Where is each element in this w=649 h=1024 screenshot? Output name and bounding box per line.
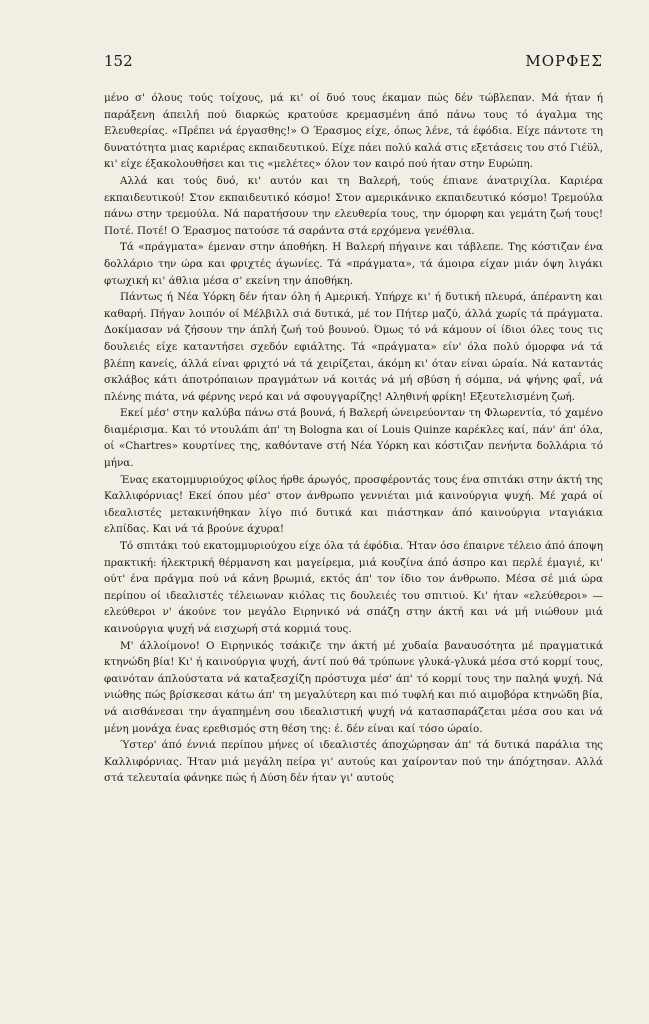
paragraph: Ένας εκατομμυριούχος φίλος ήρθε άρωγός, προσφέροντάς τους ένα σπιτάκι στην άκτή της Καλλιφόρνιας! Εκεί όπου μέσ' στον άνθρωπο γεννιέται μιά καινούργια ψυχή. Μέ χαρά οί ιδεαλιστές μετακινήθηκαν λίγο πιό δυτικά και πιάστηκαν άπό καινούργια νταγιάκια ελπίδας. Και νά τά βρούνε άχυρα! xyxy=(104,473,603,536)
body-text xyxy=(104,90,603,787)
paragraph: Τό σπιτάκι τού εκατομμυριούχου είχε όλα τά έφόδια. Ήταν όσο έπαιρνε τέλειο άπό άποψη πρακτική: ήλεκτρική θέρμανση και μαγείρεμα, μιά κουζίνα άπό άσπρο και περλέ έμαγιέ, κι' ούτ' ένα πράγμα πού νά κάνη βρωμιά, εκτός άπ' τον ίδιο τον άνθρωπο. Μέσα σέ μιά ώρα περίπου οί ιδεαλιστές τέλειωναν κιόλας τις δουλειές του σπιτιού. Κι' ήταν «ελεύθεροι» — ελεύθεροι ν' άκούνε τον μεγάλο Ειρηνικό νά σπάζη στην άκτή και νά μή νιώθουν μιά καινούργια ψυχή νά εισχωρή στά κορμιά τους. xyxy=(104,540,603,635)
paragraph: Εκεί μέσ' στην καλύβα πάνω στά βουνά, ή Βαλερή ώνειρεύονταν τη Φλωρεντία, τό χαμένο διαμέρισμα. Και τό ντουλάπι άπ' τη Bologna και οί Louis Quinze καρέκλες καί, πάν' άπ' όλα, οί «Chartres» κουρτίνες της, καθόνταve στή Νέα Υόρκη και κόστιζαν πενήντα δολλάρια τό μήνα. xyxy=(104,407,603,470)
paragraph: Πάντως ή Νέα Υόρκη δέν ήταν όλη ή Αμερική. Υπήρχε κι' ή δυτική πλευρά, άπέραντη και καθαρή. Πήγαν λοιπόν οί Μέλβιλλ σιά δυτικά, μέ τον Πήτερ μαζύ, άλλά χωρίς τά πράγματα. Δοκίμασαν νά ζήσουν την άπλή ζωή τού βουνού. Όμως τό νά κάμουν οί ίδιοι όλες τους τις δουλειές είχε καταντήσει σχεδόν εφιάλτης. Τά «πράγματα» είν' όλα πολύ όμορφα νά τά βλέπη κανείς, άλλά είναι φριχτό νά τά χειρίζεται, άκόμη κι' όταν είναι ώραία. Νά καταντάς σκλάβος κάτι άποτρόπαιων πραγμάτων νά κοιτάς νά μή σβύση ή σόμπα, νά ψήνης φαΐ, νά πλένης πιάτα, νά φέρνης νερό και νά σφουγγαρίζης! Αληθινή φρίκη! Εξευτελισμένη ζωή. xyxy=(104,291,603,403)
paragraph: Τά «πράγματα» έμεναν στην άποθήκη. Η Βαλερή πήγαινε και τάβλεπε. Της κόστιζαν ένα δολλάριο την ώρα και φριχτές άγωνίες. Τά «πράγματα», τά άμοιρα είχαν μιάν όψη λιγάκι φτωχική κι' άθλια μέσα σ' εκείνη την άποθήκη. xyxy=(104,241,603,287)
paragraph: Μ' άλλοίμονο! Ο Ειρηνικός τσάκιζε την άκτή μέ χυδαία βαναυσότητα μέ πραγματικά κτηνώδη βία! Κι' ή καινούργια ψυχή, άντί πού θά τρύπωνε γλυκά-γλυκά μέσα στό κορμί τους, φαινόταν άπλούστατα νά καταξεσχίζη πρόστυχα μέσ' άπ' τό κορμί τους την παληά ψυχή. Νά νιώθης πώς βρίσκεσαι κάτω άπ' τη μεγαλύτερη και πιό τυφλή και πιό αιμοβόρα κτηνώδη βία, νά αισθάνεσαι την άγαπημένη σου ιδεαλιστική ψυχή νά κατασπαράζεται μέσα σου και νά μένη μονάχα ένας ερεθισμός στη θέση της: έ. δέν είναι καί τόσο ώραίο. xyxy=(104,639,603,735)
paragraph: μένο σ' όλους τούς τοίχους, μά κι' οί δυό τους έκαμαν πώς δέν τώβλεπαν. Μά ήταν ή παράξενη άπειλή πού διαρκώς κρατούσε κρεμασμένη άπό πάνω τους τό άγαλμα της Ελευθερίας. «Πρέπει νά έργασθης!» Ο Έρασμος είχε, όπως λένε, τά έφόδια. Είχε πάντοτε τη δυνατότητα μιας καριέρας εκπαιδευτικού. Είχε πάει πολύ καλά στις εξετάσεις του στό Γιέϋλ, κι' είχε έξακολουθήσει και τις «μελέτες» όλον τον καιρό πού ήταν στην Ευρώπη. xyxy=(104,92,603,171)
paragraph: Ύστερ' άπό έννιά περίπου μήνες οί ιδεαλιστές άποχώρησαν άπ' τά δυτικά παράλια της Καλλιφόρνιας. Ήταν μιά μεγάλη πείρα γι' αυτούς και χαίρονταν πού την άπόχτησαν. Αλλά στά τελευταία φάνηκε πώς ή Δύση δέν ήταν γι' αυτούς xyxy=(104,739,603,785)
page-number: 152 xyxy=(104,52,133,70)
page-header xyxy=(104,52,603,70)
paragraph: Αλλά και τούς δυό, κι' αυτόν και τη Βαλερή, τούς έπιανε άνατριχίλα. Καριέρα εκπαιδευτικού! Στον εκπαιδευτικό κόσμο! Στον αμερικάνικο εκπαιδευτικό κόσμο! Τρεμούλα πάνω στην τρεμούλα. Νά παρατήσουν την ελευθερία τους, την όμορφη και γεμάτη ζωή τους! Ποτέ. Ποτέ! Ο Έρασμος πατούσε τά σαράντα στά ερχόμενα γενέθλια. xyxy=(104,174,603,237)
running-head: ΜΟΡΦΕΣ xyxy=(525,52,603,70)
